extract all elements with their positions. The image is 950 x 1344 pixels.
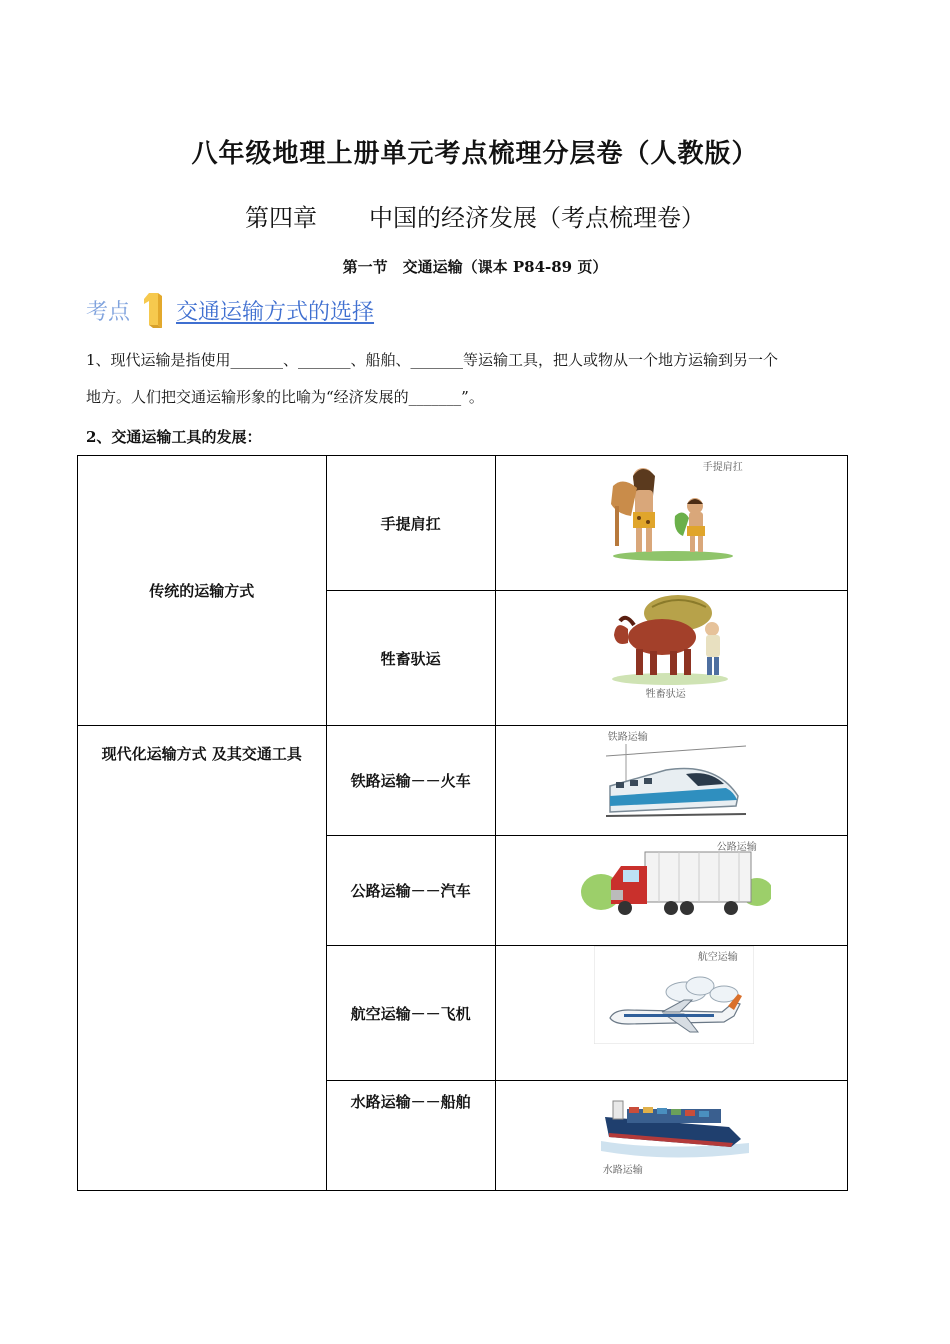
train-illustration <box>606 726 746 826</box>
image-cell <box>495 836 847 946</box>
airplane-illustration <box>594 946 754 1044</box>
image-cell <box>495 726 847 836</box>
chapter-number: 第四章 <box>245 204 317 232</box>
modern-category-cell <box>78 726 327 1191</box>
question-1 <box>86 342 876 416</box>
image-caption: 公路运输 <box>716 842 757 853</box>
image-caption: 牲畜驮运 <box>645 689 686 700</box>
ship-illustration <box>599 1081 753 1177</box>
image-caption: 手提肩扛 <box>702 462 743 473</box>
pack-horse-illustration <box>606 591 736 699</box>
chapter-title: 中国的经济发展（考点梳理卷） <box>369 204 705 232</box>
section-heading: 第一节 交通运输（课本 P84-89 页） <box>342 258 608 276</box>
chapter-heading <box>0 198 950 233</box>
method-label: 手提肩扛 <box>380 514 441 533</box>
method-label: 公路运输－－汽车 <box>350 882 471 900</box>
question-2: 2、交通运输工具的发展： <box>86 428 262 446</box>
method-cell <box>326 591 495 726</box>
kaodian-topic-link[interactable]: 交通运输方式的选择 <box>176 299 375 325</box>
document-title: 八年级地理上册单元考点梳理分层卷（人教版） <box>191 139 759 169</box>
image-cell <box>495 946 847 1081</box>
image-cell <box>495 456 847 591</box>
question-1-line-2: 地方。人们把交通运输形象的比喻为“经济发展的_______”。 <box>86 388 484 406</box>
method-cell <box>326 456 495 591</box>
method-label: 铁路运输－－火车 <box>350 772 471 790</box>
method-label: 水路运输－－船舶 <box>350 1093 471 1111</box>
kaodian-number: 1 <box>140 291 141 292</box>
method-cell <box>326 1081 495 1191</box>
method-cell <box>326 836 495 946</box>
carrying-people-illustration <box>603 456 749 564</box>
kaodian-label: 考点 <box>86 299 131 325</box>
image-cell <box>495 591 847 726</box>
image-caption: 水路运输 <box>602 1165 643 1176</box>
modern-category-label: 现代化运输方式 及其交通工具 <box>101 745 302 763</box>
truck-illustration <box>581 836 771 922</box>
method-cell <box>326 946 495 1081</box>
question-1-line-1: 1、现代运输是指使用_______、_______、船舶、_______等运输工具，把人或物从一个地方运输到另一个 <box>86 351 779 369</box>
method-label: 航空运输－－飞机 <box>350 1004 471 1023</box>
transport-table <box>77 455 848 1191</box>
traditional-category-label: 传统的运输方式 <box>149 582 255 600</box>
image-caption: 铁路运输 <box>607 732 648 743</box>
method-cell <box>326 726 495 836</box>
image-caption: 航空运输 <box>697 952 738 963</box>
image-cell <box>495 1081 847 1191</box>
kaodian-number-badge <box>140 291 166 329</box>
method-label: 牲畜驮运 <box>380 649 441 668</box>
traditional-category-cell <box>78 456 327 726</box>
kaodian-banner <box>86 290 374 330</box>
